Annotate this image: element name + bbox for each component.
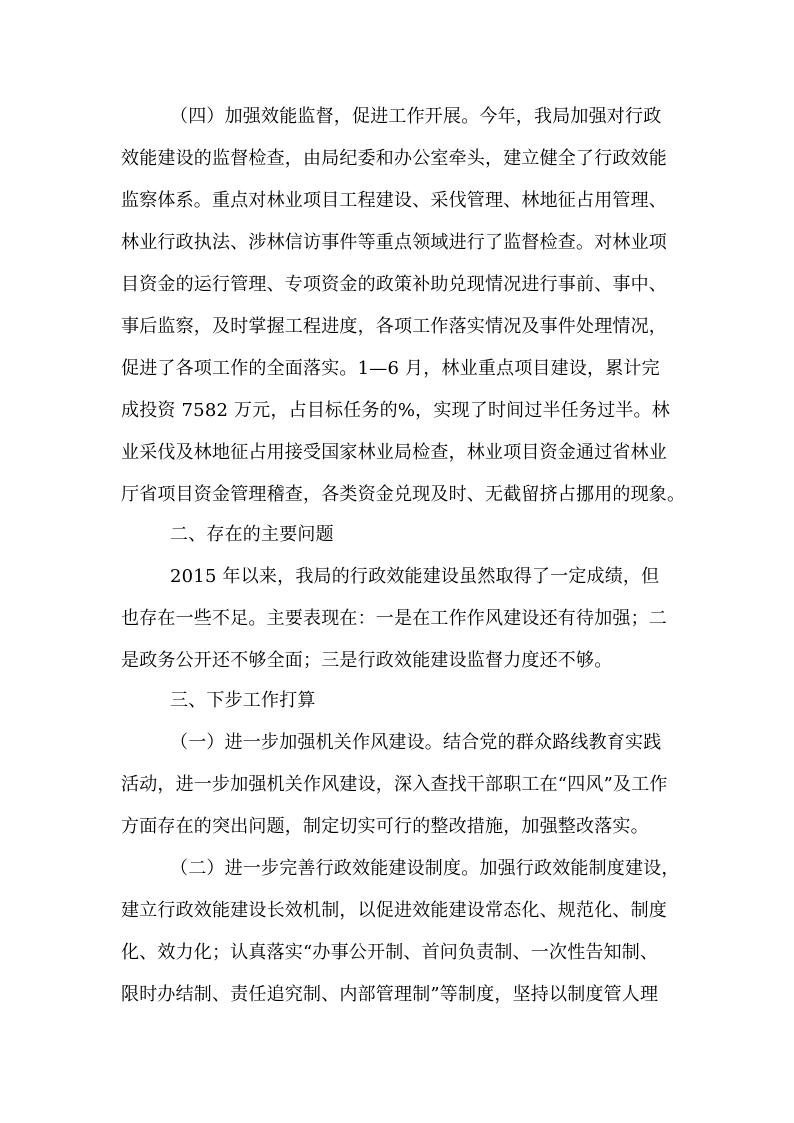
section-heading: 三、下步工作打算	[170, 690, 316, 711]
paragraph-line: 林业行政执法、涉林信访事件等重点领域进行了监督检查。对林业项	[121, 232, 667, 253]
paragraph-line: 也存在一些不足。主要表现在：一是在工作作风建设还有待加强；二	[121, 608, 667, 629]
paragraph-line: （一）进一步加强机关作风建设。结合党的群众路线教育实践	[170, 732, 662, 753]
paragraph-line: 成投资 7582 万元，占目标任务的%，实现了时间过半任务过半。林	[121, 400, 670, 421]
paragraph-line: 建立行政效能建设长效机制，以促进效能建设常态化、规范化、制度	[121, 900, 667, 921]
paragraph-line: 活动，进一步加强机关作风建设，深入查找干部职工在“四风”及工作	[121, 774, 668, 795]
paragraph-line: 是政务公开还不够全面；三是行政效能建设监督力度还不够。	[121, 650, 613, 671]
paragraph-line: 厅省项目资金管理稽查，各类资金兑现及时、无截留挤占挪用的现象。	[121, 484, 686, 505]
paragraph-line: 方面存在的突出问题，制定切实可行的整改措施，加强整改落实。	[121, 816, 649, 837]
paragraph-line: 促进了各项工作的全面落实。1—6 月，林业重点项目建设，累计完	[121, 358, 660, 379]
paragraph-line: 监察体系。重点对林业项目工程建设、采伐管理、林地征占用管理、	[121, 190, 667, 211]
paragraph-line: 目资金的运行管理、专项资金的政策补助兑现情况进行事前、事中、	[121, 274, 667, 295]
paragraph-line: （二）进一步完善行政效能建设制度。加强行政效能制度建设，	[170, 858, 680, 879]
paragraph-line: （四）加强效能监督，促进工作开展。今年，我局加强对行政	[170, 106, 662, 127]
paragraph-line: 化、效力化；认真落实“办事公开制、首问负责制、一次性告知制、	[121, 942, 659, 963]
section-heading: 二、存在的主要问题	[170, 524, 334, 545]
paragraph-line: 业采伐及林地征占用接受国家林业局检查，林业项目资金通过省林业	[121, 442, 667, 463]
paragraph-line: 效能建设的监督检查，由局纪委和办公室牵头，建立健全了行政效能	[121, 148, 667, 169]
paragraph-line: 限时办结制、责任追究制、内部管理制”等制度，坚持以制度管人理	[121, 984, 659, 1005]
paragraph-line: 2015 年以来，我局的行政效能建设虽然取得了一定成绩，但	[170, 566, 660, 587]
paragraph-line: 事后监察，及时掌握工程进度，各项工作落实情况及事件处理情况，	[121, 316, 667, 337]
